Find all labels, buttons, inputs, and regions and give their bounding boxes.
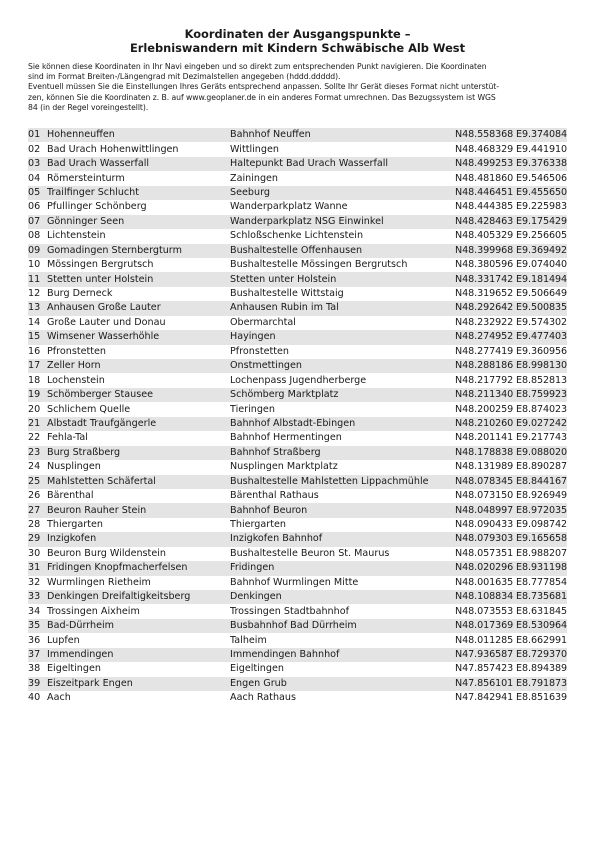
transit-stop: Busbahnhof Bad Dürrheim [230, 619, 446, 633]
gps-coordinates: N48.079303 E9.165658 [446, 532, 567, 546]
table-row [28, 272, 567, 286]
transit-stop: Bärenthal Rathaus [230, 490, 319, 502]
transit-stop: Talheim [230, 634, 267, 646]
start-point-name: Gomadingen Sternbergturm [47, 244, 230, 258]
start-point-name: Schlichem Quelle [47, 403, 131, 415]
transit-stop: Schömberg Marktplatz [230, 388, 446, 402]
table-row [28, 677, 567, 691]
gps-coordinates: N48.499253 E9.376338 [446, 157, 567, 171]
row-number: 21 [28, 417, 47, 431]
transit-stop: Bahnhof Beuron [230, 503, 446, 517]
gps-coordinates: N48.292642 E9.500835 [446, 301, 567, 315]
gps-coordinates: N48.078345 E8.844167 [446, 475, 567, 489]
gps-coordinates: N48.057351 E8.988207 [455, 547, 567, 559]
transit-stop: Zainingen [230, 172, 279, 184]
table-row [28, 532, 567, 546]
row-number: 39 [28, 677, 47, 691]
start-point-name: Zeller Horn [47, 359, 230, 373]
gps-coordinates: N48.048997 E8.972035 [446, 503, 567, 517]
table-row [28, 547, 567, 561]
transit-stop: Schloßschenke Lichtenstein [230, 230, 364, 242]
transit-stop: Nusplingen Marktplatz [230, 461, 338, 473]
start-point-name: Mahlstetten Schäfertal [47, 475, 230, 489]
coordinates-table [28, 128, 567, 706]
table-row [28, 128, 567, 142]
gps-coordinates: N48.288186 E8.998130 [446, 359, 567, 373]
row-number: 11 [28, 272, 47, 286]
table-row [28, 186, 567, 200]
transit-stop: Engen Grub [230, 677, 446, 691]
table-row [28, 359, 567, 373]
start-point-name: Fehla-Tal [47, 432, 88, 444]
table-row [28, 503, 567, 517]
table-row [28, 258, 567, 272]
gps-coordinates: N48.274952 E9.477403 [446, 330, 567, 344]
gps-coordinates: N48.178838 E9.088020 [446, 446, 567, 460]
intro-line: Eventuell müssen Sie die Einstellungen Ihres Geräts entsprechend anpassen. Sollte Ihr Gerät dieses Format nicht unterstüt- [28, 82, 499, 92]
page-title-line-2: Erlebniswandern mit Kindern Schwäbische Alb West [129, 41, 466, 55]
start-point-name: Immendingen [47, 648, 230, 662]
start-point-name: Fridingen Knopfmacherfelsen [47, 561, 230, 575]
gps-coordinates: N48.017369 E8.530964 [446, 619, 567, 633]
gps-coordinates: N48.277419 E9.360956 [455, 345, 567, 357]
row-number: 34 [28, 605, 41, 617]
row-number: 37 [28, 648, 47, 662]
intro-paragraph [28, 62, 568, 113]
gps-coordinates: N48.319652 E9.506649 [455, 288, 567, 300]
row-number: 03 [28, 157, 47, 171]
gps-coordinates: N48.446451 E9.455650 [446, 186, 567, 200]
row-number: 32 [28, 576, 41, 588]
start-point-name: Bad-Dürrheim [47, 619, 230, 633]
row-number: 26 [28, 490, 41, 502]
table-row [28, 244, 567, 258]
row-number: 18 [28, 374, 41, 386]
table-row [28, 229, 567, 243]
gps-coordinates: N48.131989 E8.890287 [455, 461, 567, 473]
start-point-name: Beuron Burg Wildenstein [47, 547, 166, 559]
start-point-name: Nusplingen [47, 461, 101, 473]
transit-stop: Bushaltestelle Mössingen Bergrutsch [230, 259, 408, 271]
start-point-name: Lochenstein [47, 374, 105, 386]
gps-coordinates: N48.468329 E9.441910 [455, 143, 567, 155]
row-number: 01 [28, 128, 47, 142]
start-point-name: Römersteinturm [47, 172, 125, 184]
gps-coordinates: N48.444385 E9.225983 [455, 201, 567, 213]
start-point-name: Anhausen Große Lauter [47, 301, 230, 315]
transit-stop: Denkingen [230, 590, 446, 604]
row-number: 35 [28, 619, 47, 633]
row-number: 10 [28, 259, 41, 271]
gps-coordinates: N48.200259 E8.874023 [455, 403, 567, 415]
intro-line: sind im Format Breiten-/Längengrad mit Dezimalstellen angegeben (hddd.ddddd). [28, 72, 341, 82]
transit-stop: Wanderparkplatz NSG Einwinkel [230, 215, 446, 229]
start-point-name: Trossingen Aixheim [47, 605, 140, 617]
transit-stop: Bahnhof Straßberg [230, 446, 446, 460]
row-number: 38 [28, 663, 41, 675]
transit-stop: Pfronstetten [230, 345, 290, 357]
gps-coordinates: N47.936587 E8.729370 [446, 648, 567, 662]
transit-stop: Bahnhof Albstadt-Ebingen [230, 417, 446, 431]
gps-coordinates: N48.399968 E9.369492 [446, 244, 567, 258]
table-row [28, 373, 567, 387]
gps-coordinates: N48.481860 E9.546506 [455, 172, 567, 184]
gps-coordinates: N48.001635 E8.777854 [455, 576, 567, 588]
row-number: 06 [28, 201, 41, 213]
table-row [28, 200, 567, 214]
row-number: 15 [28, 330, 47, 344]
transit-stop: Inzigkofen Bahnhof [230, 532, 446, 546]
start-point-name: Stetten unter Holstein [47, 272, 230, 286]
gps-coordinates: N47.842941 E8.851639 [455, 692, 567, 704]
gps-coordinates: N48.090433 E9.098742 [455, 519, 567, 531]
transit-stop: Immendingen Bahnhof [230, 648, 446, 662]
start-point-name: Aach [47, 692, 71, 704]
gps-coordinates: N48.405329 E9.256605 [455, 230, 567, 242]
start-point-name: Eigeltingen [47, 663, 101, 675]
transit-stop: Haltepunkt Bad Urach Wasserfall [230, 157, 446, 171]
table-row [28, 142, 567, 156]
table-row [28, 604, 567, 618]
table-row [28, 691, 567, 705]
start-point-name: Pfullinger Schönberg [47, 201, 147, 213]
transit-stop: Onstmettingen [230, 359, 446, 373]
table-row [28, 431, 567, 445]
table-row [28, 648, 567, 662]
row-number: 05 [28, 186, 47, 200]
gps-coordinates: N48.428463 E9.175429 [446, 215, 567, 229]
start-point-name: Große Lauter und Donau [47, 316, 166, 328]
row-number: 22 [28, 432, 41, 444]
table-row [28, 330, 567, 344]
intro-line: 84 (in der Regel voreingestellt). [28, 102, 149, 112]
start-point-name: Inzigkofen [47, 532, 230, 546]
table-row [28, 475, 567, 489]
table-row [28, 402, 567, 416]
transit-stop: Wittlingen [230, 143, 279, 155]
gps-coordinates: N48.108834 E8.735681 [446, 590, 567, 604]
transit-stop: Bushaltestelle Offenhausen [230, 244, 446, 258]
row-number: 23 [28, 446, 47, 460]
gps-coordinates: N48.232922 E9.574302 [455, 316, 567, 328]
start-point-name: Bad Urach Wasserfall [47, 157, 230, 171]
row-number: 04 [28, 172, 41, 184]
row-number: 25 [28, 475, 47, 489]
table-row [28, 489, 567, 503]
transit-stop: Bushaltestelle Beuron St. Maurus [230, 547, 390, 559]
transit-stop: Bushaltestelle Mahlstetten Lippachmühle [230, 475, 446, 489]
start-point-name: Bärenthal [47, 490, 94, 502]
start-point-name: Burg Straßberg [47, 446, 230, 460]
page-title-line-1: Koordinaten der Ausgangspunkte – [184, 27, 411, 41]
transit-stop: Bahnhof Neuffen [230, 128, 446, 142]
row-number: 31 [28, 561, 47, 575]
start-point-name: Thiergarten [47, 519, 103, 531]
table-row [28, 518, 567, 532]
row-number: 20 [28, 403, 41, 415]
transit-stop: Lochenpass Jugendherberge [230, 374, 367, 386]
gps-coordinates: N48.210260 E9.027242 [446, 417, 567, 431]
start-point-name: Gönninger Seen [47, 215, 230, 229]
table-row [28, 561, 567, 575]
start-point-name: Lupfen [47, 634, 80, 646]
start-point-name: Pfronstetten [47, 345, 107, 357]
table-row [28, 446, 567, 460]
table-row [28, 460, 567, 474]
gps-coordinates: N48.331742 E9.181494 [446, 272, 567, 286]
transit-stop: Stetten unter Holstein [230, 272, 446, 286]
row-number: 30 [28, 547, 41, 559]
row-number: 40 [28, 692, 41, 704]
row-number: 29 [28, 532, 47, 546]
start-point-name: Burg Derneck [47, 288, 113, 300]
row-number: 16 [28, 345, 41, 357]
table-row [28, 662, 567, 676]
start-point-name: Bad Urach Hohenwittlingen [47, 143, 179, 155]
table-row [28, 633, 567, 647]
table-row [28, 171, 567, 185]
row-number: 08 [28, 230, 41, 242]
transit-stop: Anhausen Rubin im Tal [230, 301, 446, 315]
start-point-name: Trailfinger Schlucht [47, 186, 230, 200]
table-row [28, 388, 567, 402]
transit-stop: Hayingen [230, 330, 446, 344]
row-number: 02 [28, 143, 41, 155]
row-number: 14 [28, 316, 41, 328]
transit-stop: Thiergarten [230, 519, 286, 531]
intro-line: zen, können Sie die Koordinaten z. B. auf www.geoplaner.de in ein anderes Format umrechnen. Das Bezugssystem ist WGS [28, 92, 496, 102]
gps-coordinates: N48.073150 E8.926949 [455, 490, 567, 502]
table-row [28, 590, 567, 604]
transit-stop: Wanderparkplatz Wanne [230, 201, 348, 213]
table-row [28, 301, 567, 315]
row-number: 17 [28, 359, 47, 373]
start-point-name: Wimsener Wasserhöhle [47, 330, 230, 344]
row-number: 12 [28, 288, 41, 300]
row-number: 13 [28, 301, 47, 315]
transit-stop: Obermarchtal [230, 316, 296, 328]
transit-stop: Tieringen [230, 403, 275, 415]
gps-coordinates: N48.217792 E8.852813 [455, 374, 567, 386]
start-point-name: Mössingen Bergrutsch [47, 259, 154, 271]
start-point-name: Lichtenstein [47, 230, 106, 242]
table-row [28, 316, 567, 330]
gps-coordinates: N48.211340 E8.759923 [446, 388, 567, 402]
table-row [28, 576, 567, 590]
gps-coordinates: N48.020296 E8.931198 [446, 561, 567, 575]
gps-coordinates: N48.558368 E9.374084 [446, 128, 567, 142]
row-number: 09 [28, 244, 47, 258]
row-number: 24 [28, 461, 41, 473]
start-point-name: Beuron Rauher Stein [47, 503, 230, 517]
table-row [28, 157, 567, 171]
transit-stop: Bahnhof Hermentingen [230, 432, 342, 444]
table-row [28, 215, 567, 229]
row-number: 36 [28, 634, 41, 646]
transit-stop: Fridingen [230, 561, 446, 575]
table-row [28, 287, 567, 301]
transit-stop: Trossingen Stadtbahnhof [230, 605, 349, 617]
row-number: 07 [28, 215, 47, 229]
start-point-name: Schömberger Stausee [47, 388, 230, 402]
row-number: 33 [28, 590, 47, 604]
gps-coordinates: N48.073553 E8.631845 [455, 605, 567, 617]
table-row [28, 417, 567, 431]
start-point-name: Eiszeitpark Engen [47, 677, 230, 691]
gps-coordinates: N48.380596 E9.074040 [455, 259, 567, 271]
transit-stop: Aach Rathaus [230, 692, 296, 704]
gps-coordinates: N47.857423 E8.894389 [455, 663, 567, 675]
transit-stop: Eigeltingen [230, 663, 284, 675]
transit-stop: Seeburg [230, 186, 446, 200]
table-row [28, 345, 567, 359]
row-number: 28 [28, 519, 41, 531]
gps-coordinates: N48.011285 E8.662991 [455, 634, 567, 646]
transit-stop: Bahnhof Wurmlingen Mitte [230, 576, 359, 588]
transit-stop: Bushaltestelle Wittstaig [230, 288, 344, 300]
coordinates-table-body [28, 128, 567, 706]
gps-coordinates: N48.201141 E9.217743 [455, 432, 567, 444]
row-number: 27 [28, 503, 47, 517]
intro-line: Sie können diese Koordinaten in Ihr Navi eingeben und so direkt zum entsprechenden Punkt navigieren. Die Koordinaten [28, 62, 487, 71]
gps-coordinates: N47.856101 E8.791873 [446, 677, 567, 691]
start-point-name: Albstadt Traufgängerle [47, 417, 230, 431]
start-point-name: Hohenneuffen [47, 128, 230, 142]
row-number: 19 [28, 388, 47, 402]
start-point-name: Denkingen Dreifaltigkeitsberg [47, 590, 230, 604]
table-row [28, 619, 567, 633]
start-point-name: Wurmlingen Rietheim [47, 576, 151, 588]
